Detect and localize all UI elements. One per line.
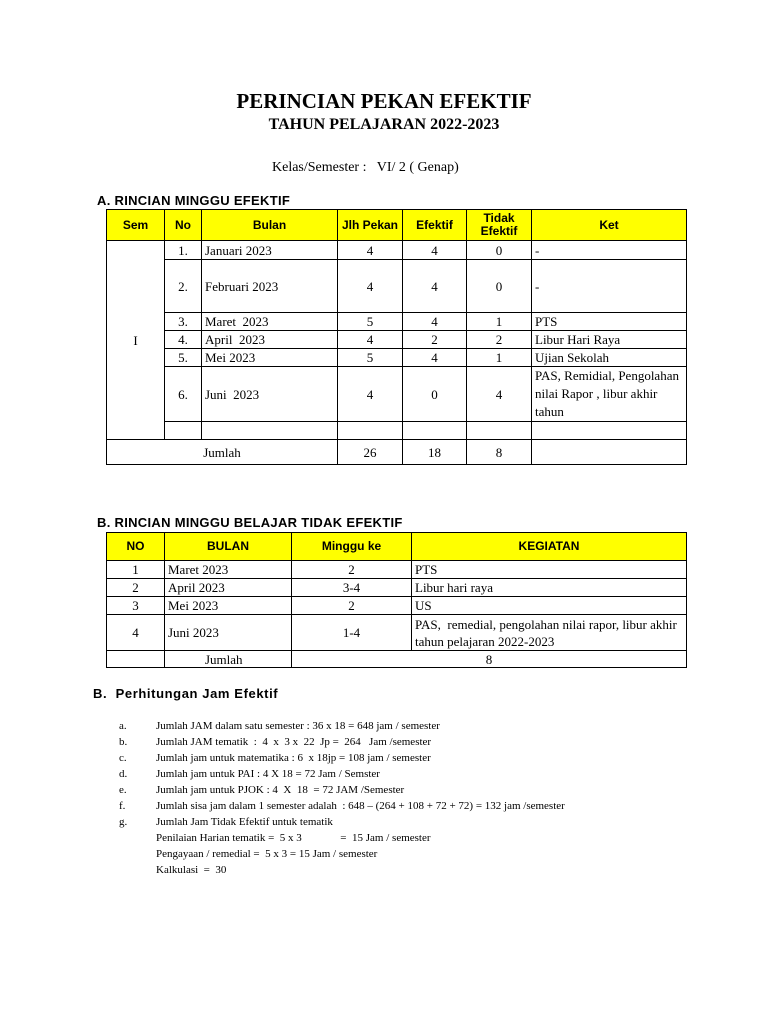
cell-bulan: Juni 2023 <box>202 367 338 422</box>
list-text: Pengayaan / remedial = 5 x 3 = 15 Jam / semester <box>156 848 378 860</box>
table-header-row <box>107 210 687 241</box>
total-row <box>107 440 687 465</box>
total-jlh: 26 <box>338 440 403 465</box>
col-header: Sem <box>107 210 165 241</box>
list-item <box>119 734 565 750</box>
cell-kegiatan: US <box>412 597 687 615</box>
cell-no: 5. <box>165 349 202 367</box>
total-value: 8 <box>292 651 687 668</box>
table-row <box>107 367 687 422</box>
cell-tidak: 4 <box>467 367 532 422</box>
col-header: Ket <box>532 210 687 241</box>
cell-bulan: April 2023 <box>202 331 338 349</box>
list-marker <box>119 830 156 846</box>
col-header: No <box>165 210 202 241</box>
list-text: Kalkulasi = 30 <box>156 864 227 876</box>
cell-bulan: Mei 2023 <box>165 597 292 615</box>
cell-tidak: 1 <box>467 349 532 367</box>
cell-ket: PTS <box>532 313 687 331</box>
list-item <box>119 750 565 766</box>
ineffective-weeks-table <box>106 532 687 668</box>
cell-ket: Libur Hari Raya <box>532 331 687 349</box>
cell-no: 4. <box>165 331 202 349</box>
cell-no: 2. <box>165 260 202 313</box>
cell-efektif: 0 <box>403 367 467 422</box>
cell-kegiatan: PAS, remedial, pengolahan nilai rapor, libur akhir tahun pelajaran 2022-2023 <box>412 615 687 651</box>
list-item <box>119 830 565 846</box>
table-row-empty <box>107 422 687 440</box>
cell-bulan: Mei 2023 <box>202 349 338 367</box>
section-c-heading: B. Perhitungan Jam Efektif <box>93 686 279 701</box>
table-row <box>107 615 687 651</box>
cell-jlh: 4 <box>338 367 403 422</box>
list-text: Jumlah jam untuk PAI : 4 X 18 = 72 Jam / Semster <box>156 768 380 780</box>
cell-no: 1 <box>107 561 165 579</box>
cell-bulan: April 2023 <box>165 579 292 597</box>
cell-no: 3. <box>165 313 202 331</box>
cell-no: 6. <box>165 367 202 422</box>
cell-ket: - <box>532 260 687 313</box>
col-header: KEGIATAN <box>412 533 687 561</box>
cell-bulan: Juni 2023 <box>165 615 292 651</box>
cell-bulan: Maret 2023 <box>165 561 292 579</box>
table-row <box>107 313 687 331</box>
semester-cell: I <box>107 241 165 440</box>
list-item <box>119 718 565 734</box>
list-marker: g. <box>119 816 128 828</box>
list-text: Jumlah sisa jam dalam 1 semester adalah : 648 – (264 + 108 + 72 + 72) = 132 jam /semester <box>156 800 565 812</box>
cell-minggu: 3-4 <box>292 579 412 597</box>
list-marker <box>119 862 156 878</box>
cell-efektif: 4 <box>403 260 467 313</box>
list-text: Penilaian Harian tematik = 5 x 3 = 15 Jam / semester <box>156 832 431 844</box>
document-title: PERINCIAN PEKAN EFEKTIF <box>236 89 532 113</box>
list-item <box>119 782 565 798</box>
cell-no: 4 <box>107 615 165 651</box>
cell-efektif: 4 <box>403 241 467 260</box>
col-header: Jlh Pekan <box>338 210 403 241</box>
section-a-heading: A. RINCIAN MINGGU EFEKTIF <box>97 193 291 208</box>
total-efektif: 18 <box>403 440 467 465</box>
cell-jlh: 4 <box>338 331 403 349</box>
list-marker: b. <box>119 736 128 748</box>
table-row <box>107 241 687 260</box>
table-row <box>107 349 687 367</box>
cell-efektif: 2 <box>403 331 467 349</box>
total-label: Jumlah <box>165 651 292 668</box>
list-marker: d. <box>119 768 128 780</box>
cell-bulan: Januari 2023 <box>202 241 338 260</box>
cell-minggu: 1-4 <box>292 615 412 651</box>
cell-minggu: 2 <box>292 561 412 579</box>
col-header: Bulan <box>202 210 338 241</box>
col-header: Efektif <box>403 210 467 241</box>
col-header: Minggu ke <box>292 533 412 561</box>
list-marker: a. <box>119 720 127 732</box>
list-item <box>119 846 565 862</box>
cell-kegiatan: PTS <box>412 561 687 579</box>
cell-no: 3 <box>107 597 165 615</box>
col-header: NO <box>107 533 165 561</box>
calculation-list <box>119 718 565 878</box>
table-row <box>107 561 687 579</box>
total-row <box>107 651 687 668</box>
table-row <box>107 331 687 349</box>
class-semester: Kelas/Semester : VI/ 2 ( Genap) <box>272 160 459 175</box>
cell-kegiatan: Libur hari raya <box>412 579 687 597</box>
list-text: Jumlah jam untuk matematika : 6 x 18jp = 108 jam / semester <box>156 752 431 764</box>
cell-efektif: 4 <box>403 313 467 331</box>
section-b-heading: B. RINCIAN MINGGU BELAJAR TIDAK EFEKTIF <box>97 515 403 530</box>
cell-tidak: 0 <box>467 241 532 260</box>
cell-tidak: 1 <box>467 313 532 331</box>
table-header-row <box>107 533 687 561</box>
table-row <box>107 597 687 615</box>
total-label: Jumlah <box>107 440 338 465</box>
cell-ket: - <box>532 241 687 260</box>
cell-efektif: 4 <box>403 349 467 367</box>
cell-bulan: Februari 2023 <box>202 260 338 313</box>
col-header: Tidak Efektif <box>467 210 532 241</box>
list-item <box>119 862 565 878</box>
document-subtitle: TAHUN PELAJARAN 2022-2023 <box>268 116 500 133</box>
cell-no: 1. <box>165 241 202 260</box>
list-marker: f. <box>119 800 126 812</box>
cell-bulan: Maret 2023 <box>202 313 338 331</box>
table-row <box>107 260 687 313</box>
list-item <box>119 766 565 782</box>
list-text: Jumlah JAM dalam satu semester : 36 x 18 = 648 jam / semester <box>156 720 440 732</box>
list-text: Jumlah Jam Tidak Efektif untuk tematik <box>156 816 333 828</box>
cell-minggu: 2 <box>292 597 412 615</box>
list-item <box>119 814 565 830</box>
list-marker: e. <box>119 784 127 796</box>
cell-tidak: 0 <box>467 260 532 313</box>
cell-jlh: 5 <box>338 349 403 367</box>
cell-ket: PAS, Remidial, Pengolahan nilai Rapor , libur akhir tahun <box>532 367 687 422</box>
table-row <box>107 579 687 597</box>
list-marker: c. <box>119 752 127 764</box>
cell-no: 2 <box>107 579 165 597</box>
list-marker <box>119 846 156 862</box>
cell-tidak: 2 <box>467 331 532 349</box>
effective-weeks-table <box>106 209 687 465</box>
list-text: Jumlah JAM tematik : 4 x 3 x 22 Jp = 264 Jam /semester <box>156 736 432 748</box>
list-item <box>119 798 565 814</box>
cell-jlh: 4 <box>338 260 403 313</box>
cell-ket: Ujian Sekolah <box>532 349 687 367</box>
col-header: BULAN <box>165 533 292 561</box>
cell-jlh: 4 <box>338 241 403 260</box>
total-tidak: 8 <box>467 440 532 465</box>
list-text: Jumlah jam untuk PJOK : 4 X 18 = 72 JAM /Semester <box>156 784 405 796</box>
cell-jlh: 5 <box>338 313 403 331</box>
